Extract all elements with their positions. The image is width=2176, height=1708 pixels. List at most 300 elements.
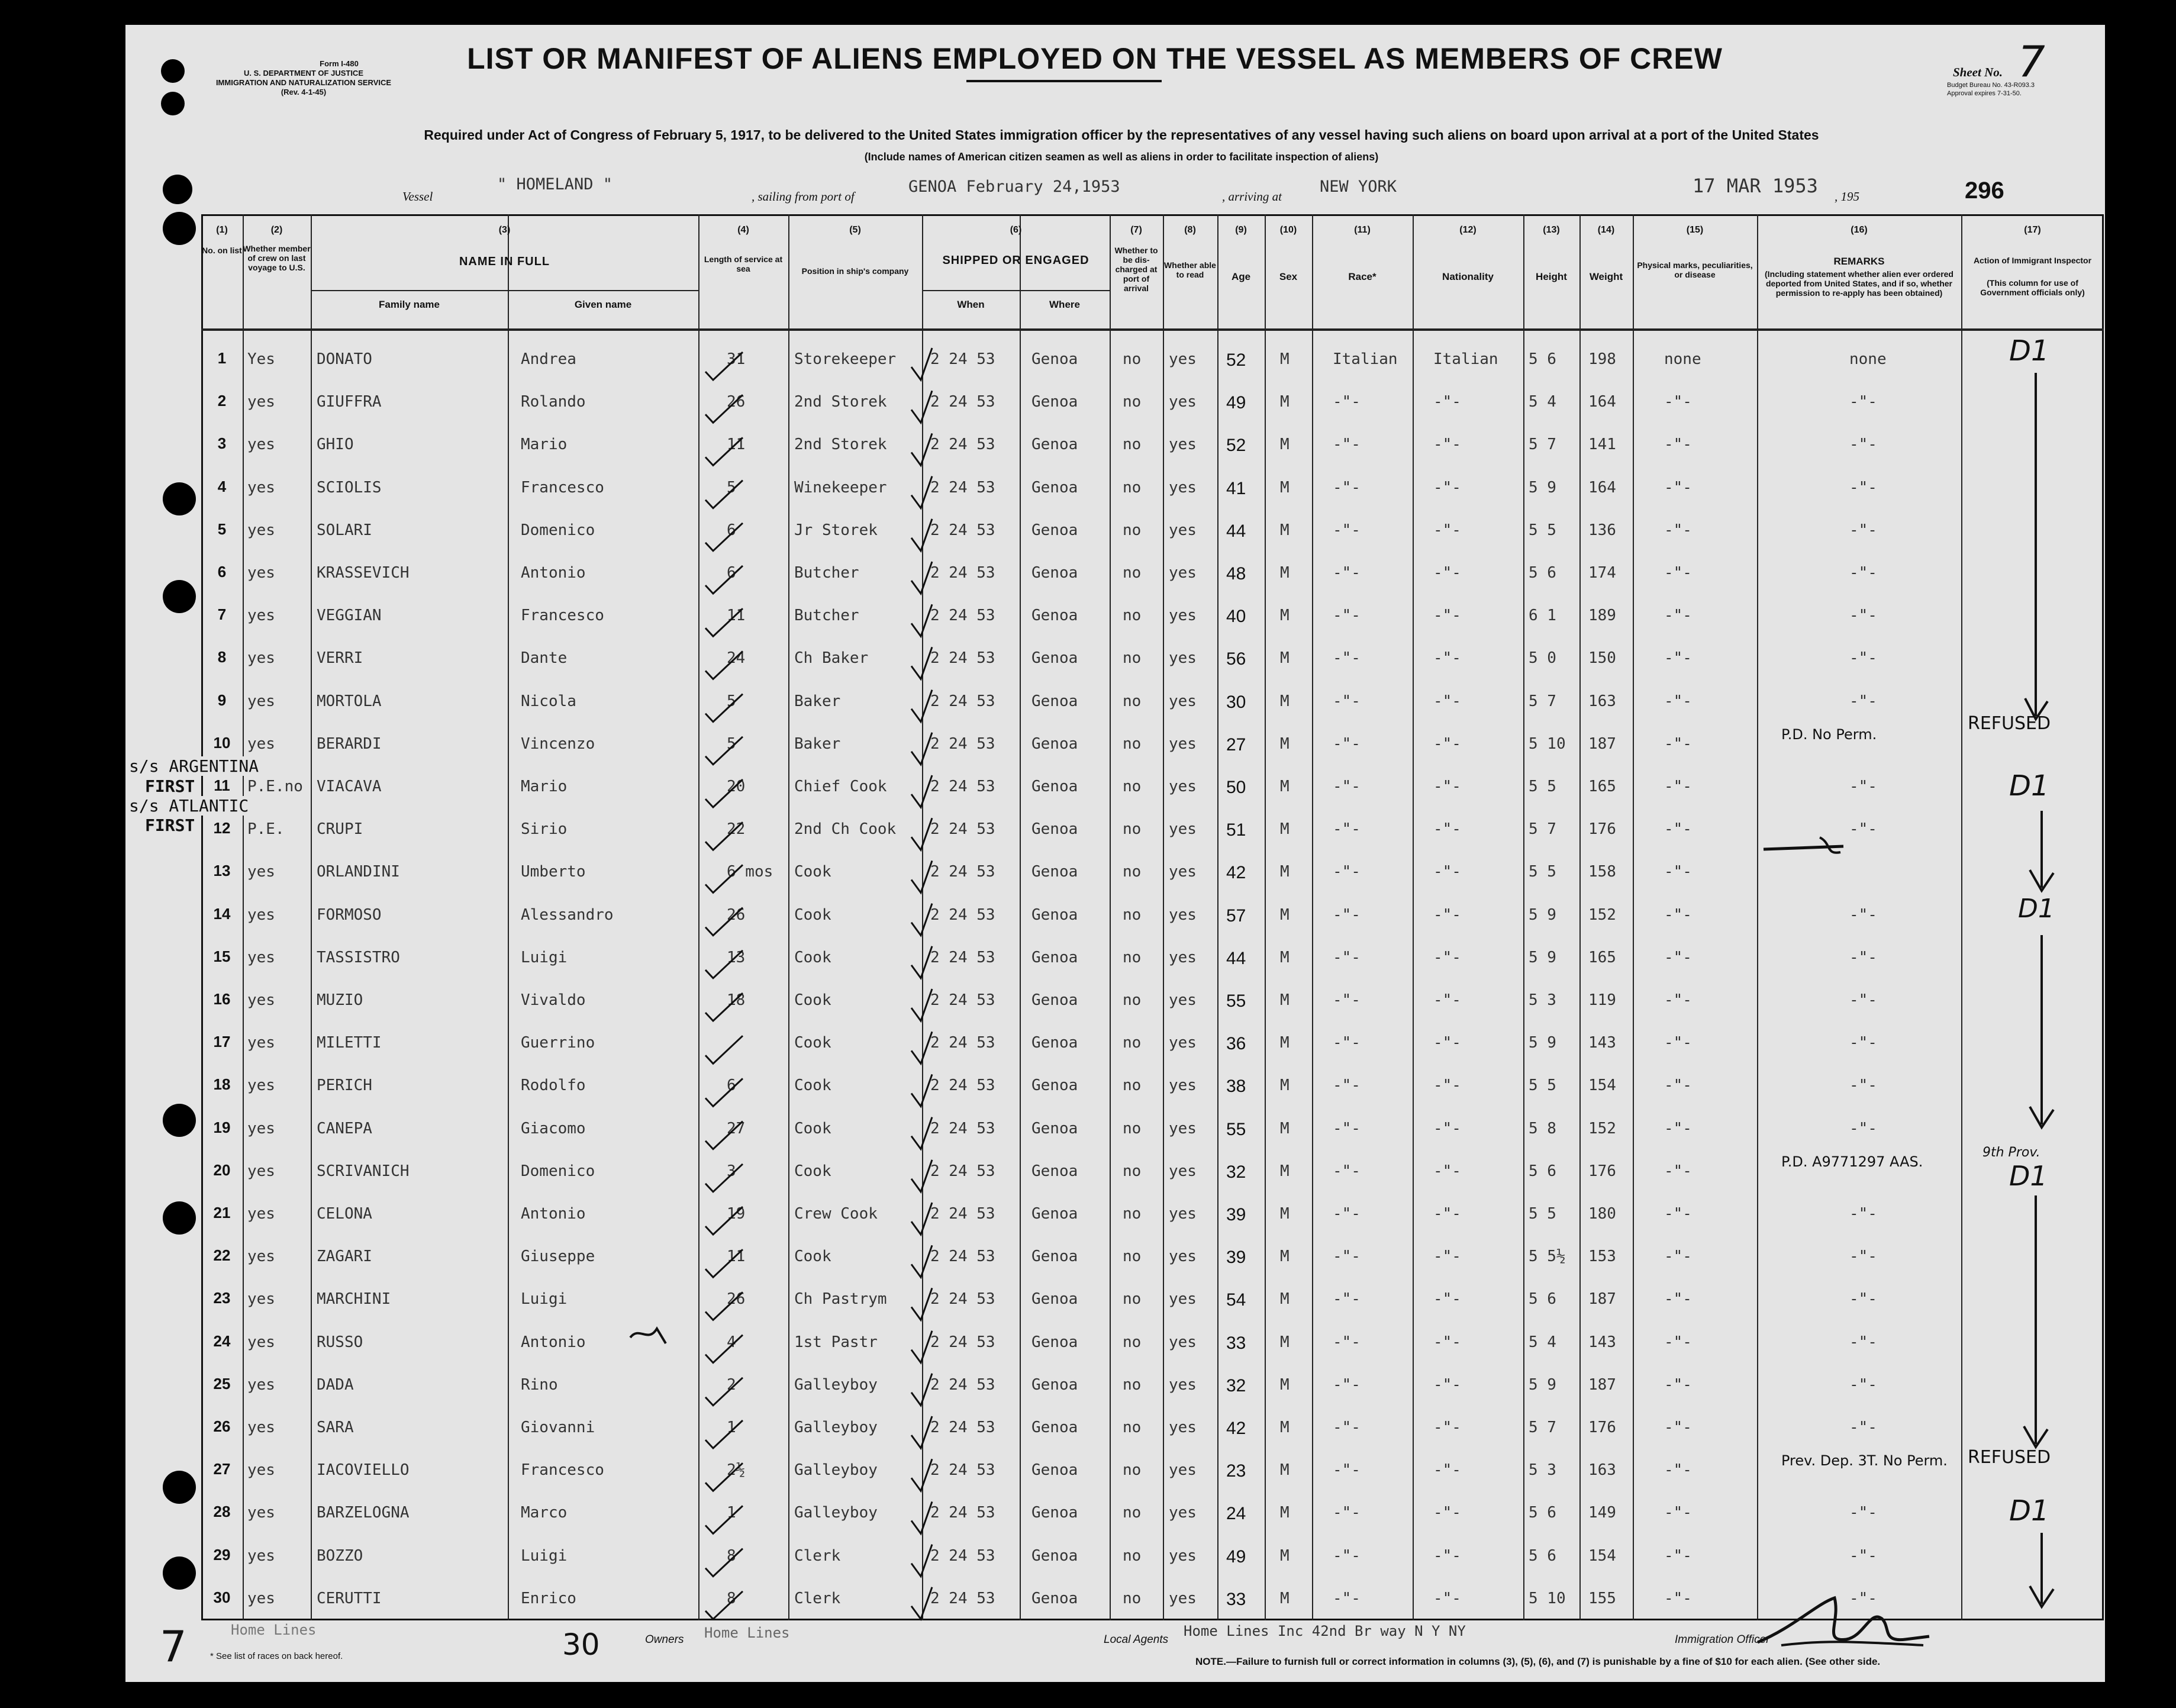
shipped-where-cell: Genoa bbox=[1031, 1162, 1078, 1180]
column-number: (5) bbox=[849, 225, 861, 235]
height-cell: 5 7 bbox=[1529, 436, 1556, 453]
punch-hole bbox=[163, 1104, 196, 1137]
shipped-when-cell: 2 24 53 bbox=[930, 1590, 995, 1607]
physical-marks-cell: -"- bbox=[1664, 393, 1692, 411]
weight-cell: 164 bbox=[1588, 393, 1616, 411]
shipped-when-cell: 2 24 53 bbox=[930, 1034, 995, 1052]
age-cell: 32 bbox=[1226, 1376, 1246, 1396]
position-cell: Galleyboy bbox=[794, 1376, 878, 1394]
family-name-cell: CERUTTI bbox=[317, 1590, 382, 1607]
able-to-read-cell: yes bbox=[1169, 1547, 1197, 1565]
header-age: Age bbox=[1231, 271, 1251, 282]
previous-voyage-cell: yes bbox=[247, 1547, 275, 1565]
race-cell: Italian bbox=[1333, 350, 1398, 368]
footer-home-lines: Home Lines bbox=[231, 1622, 317, 1638]
position-cell: Cook bbox=[794, 991, 831, 1009]
department-name: U. S. DEPARTMENT OF JUSTICE bbox=[244, 69, 363, 78]
margin-stamp: FIRST bbox=[145, 816, 195, 835]
family-name-cell: MUZIO bbox=[317, 991, 363, 1009]
weight-cell: 143 bbox=[1588, 1034, 1616, 1052]
row-number: 9 bbox=[217, 691, 227, 709]
nationality-cell: -"- bbox=[1433, 1376, 1461, 1394]
shipped-where-cell: Genoa bbox=[1031, 1333, 1078, 1351]
row-number: 6 bbox=[217, 563, 227, 581]
position-cell: Ch Baker bbox=[794, 649, 869, 667]
nationality-cell: -"- bbox=[1433, 564, 1461, 582]
discharged-cell: no bbox=[1123, 393, 1142, 411]
sex-cell: M bbox=[1280, 1547, 1290, 1565]
shipped-when-cell: 2 24 53 bbox=[930, 906, 995, 924]
shipped-when-cell: 2 24 53 bbox=[930, 949, 995, 966]
sex-cell: M bbox=[1280, 1205, 1290, 1223]
position-cell: Storekeeper bbox=[794, 350, 897, 368]
position-cell: Clerk bbox=[794, 1590, 841, 1607]
race-cell: -"- bbox=[1333, 692, 1361, 710]
discharged-cell: no bbox=[1123, 649, 1142, 667]
service-length-cell: 2½ bbox=[727, 1461, 746, 1479]
age-cell: 39 bbox=[1226, 1248, 1246, 1267]
age-cell: 42 bbox=[1226, 863, 1246, 882]
race-cell: -"- bbox=[1333, 949, 1361, 966]
service-length-cell: 6 bbox=[727, 1077, 736, 1094]
position-cell: Cook bbox=[794, 906, 831, 924]
given-name-cell: Giovanni bbox=[521, 1419, 595, 1436]
sex-cell: M bbox=[1280, 906, 1290, 924]
sheet-number: 7 bbox=[2018, 37, 2045, 86]
able-to-read-cell: yes bbox=[1169, 649, 1197, 667]
remarks-cell: none bbox=[1849, 350, 1887, 368]
given-name-cell: Giuseppe bbox=[521, 1248, 595, 1265]
arriving-label: , arriving at bbox=[1222, 189, 1282, 204]
position-cell: Jr Storek bbox=[794, 521, 878, 539]
able-to-read-cell: yes bbox=[1169, 778, 1197, 795]
previous-voyage-cell: yes bbox=[247, 479, 275, 497]
punch-hole bbox=[163, 482, 196, 515]
weight-cell: 165 bbox=[1588, 949, 1616, 966]
given-name-cell: Guerrino bbox=[521, 1034, 595, 1052]
nationality-cell: -"- bbox=[1433, 1077, 1461, 1094]
service-length-cell: 19 bbox=[727, 1205, 746, 1223]
approval-expiry: Approval expires 7-31-50. bbox=[1947, 90, 2022, 97]
family-name-cell: DONATO bbox=[317, 350, 372, 368]
column-number: (16) bbox=[1851, 225, 1868, 235]
column-number: (2) bbox=[270, 225, 283, 235]
able-to-read-cell: yes bbox=[1169, 436, 1197, 453]
row-number: 4 bbox=[217, 478, 227, 495]
sex-cell: M bbox=[1280, 949, 1290, 966]
shipped-where-cell: Genoa bbox=[1031, 393, 1078, 411]
shipped-when-cell: 2 24 53 bbox=[930, 1504, 995, 1522]
race-cell: -"- bbox=[1333, 564, 1361, 582]
manifest-note: (Include names of American citizen seamen as well as aliens in order to facilitate inspection of aliens) bbox=[864, 151, 1379, 163]
shipped-when-cell: 2 24 53 bbox=[930, 735, 995, 753]
given-name-cell: Francesco bbox=[521, 479, 604, 497]
race-cell: -"- bbox=[1333, 1290, 1361, 1308]
manifest-subtitle: Required under Act of Congress of February 5, 1917, to be delivered to the United States immigration officer by the representatives of any vessel having such aliens on board upon arrival at a port of the United States bbox=[424, 127, 1819, 143]
position-cell: Cook bbox=[794, 1120, 831, 1137]
row-number: 8 bbox=[217, 648, 227, 666]
column-number: (10) bbox=[1279, 225, 1297, 235]
family-name-cell: SCIOLIS bbox=[317, 479, 382, 497]
discharged-cell: no bbox=[1123, 1162, 1142, 1180]
column-divider bbox=[1579, 214, 1581, 1620]
service-length-cell: 4 bbox=[727, 1333, 736, 1351]
discharged-cell: no bbox=[1123, 991, 1142, 1009]
budget-info bbox=[1947, 81, 2077, 98]
row-number: 7 bbox=[217, 605, 227, 623]
previous-voyage-cell: yes bbox=[247, 1461, 275, 1479]
header-nationality: Nationality bbox=[1442, 271, 1494, 282]
age-cell: 30 bbox=[1226, 692, 1246, 712]
previous-voyage-cell: yes bbox=[247, 521, 275, 539]
service-length-cell: 1 bbox=[727, 1504, 736, 1522]
sex-cell: M bbox=[1280, 1120, 1290, 1137]
remarks-cell: -"- bbox=[1849, 1077, 1877, 1094]
race-cell: -"- bbox=[1333, 1419, 1361, 1436]
punch-hole bbox=[161, 92, 185, 115]
remarks-cell: -"- bbox=[1849, 1547, 1877, 1565]
row-number: 22 bbox=[213, 1246, 231, 1264]
able-to-read-cell: yes bbox=[1169, 393, 1197, 411]
family-name-cell: IACOVIELLO bbox=[317, 1461, 410, 1479]
given-name-cell: Vincenzo bbox=[521, 735, 595, 753]
able-to-read-cell: yes bbox=[1169, 1376, 1197, 1394]
race-cell: -"- bbox=[1333, 1248, 1361, 1265]
height-cell: 5 9 bbox=[1529, 1376, 1556, 1394]
sex-cell: M bbox=[1280, 521, 1290, 539]
able-to-read-cell: yes bbox=[1169, 1290, 1197, 1308]
given-name-cell: Sirio bbox=[521, 820, 568, 838]
shipped-when-cell: 2 24 53 bbox=[930, 1547, 995, 1565]
family-name-cell: RUSSO bbox=[317, 1333, 363, 1351]
title-underline bbox=[966, 80, 1162, 82]
race-footnote: * See list of races on back hereof. bbox=[210, 1651, 343, 1661]
discharged-cell: no bbox=[1123, 436, 1142, 453]
physical-marks-cell: -"- bbox=[1664, 479, 1692, 497]
arrival-date: 17 MAR 1953 bbox=[1693, 175, 1818, 197]
row-number: 24 bbox=[213, 1332, 231, 1350]
row-number: 19 bbox=[213, 1119, 231, 1136]
manifest-title: LIST OR MANIFEST OF ALIENS EMPLOYED ON THE VESSEL AS MEMBERS OF CREW bbox=[467, 42, 1723, 75]
height-cell: 5 3 bbox=[1529, 1461, 1556, 1479]
column-number: (4) bbox=[737, 225, 749, 235]
race-cell: -"- bbox=[1333, 479, 1361, 497]
service-length-cell: 5 bbox=[727, 735, 736, 753]
able-to-read-cell: yes bbox=[1169, 1333, 1197, 1351]
position-cell: Butcher bbox=[794, 564, 859, 582]
given-name-cell: Rodolfo bbox=[521, 1077, 586, 1094]
row-number: 10 bbox=[213, 734, 231, 752]
row-number: 14 bbox=[213, 905, 231, 923]
row-number: 16 bbox=[213, 990, 231, 1008]
position-cell: Cook bbox=[794, 1162, 831, 1180]
position-cell: 2nd Storek bbox=[794, 436, 887, 453]
column-number: (9) bbox=[1235, 225, 1247, 235]
family-name-cell: DADA bbox=[317, 1376, 354, 1394]
header-no-on-list: No. on list bbox=[202, 246, 242, 255]
nationality-cell: -"- bbox=[1433, 1504, 1461, 1522]
shipped-when-cell: 2 24 53 bbox=[930, 393, 995, 411]
sailing-label: , sailing from port of bbox=[752, 189, 855, 204]
shipped-when-cell: 2 24 53 bbox=[930, 479, 995, 497]
service-length-cell: 26 bbox=[727, 1290, 746, 1308]
age-cell: 32 bbox=[1226, 1162, 1246, 1182]
inspector-action-refused: REFUSED bbox=[1968, 713, 2051, 734]
able-to-read-cell: yes bbox=[1169, 521, 1197, 539]
weight-cell: 158 bbox=[1588, 863, 1616, 881]
previous-voyage-cell: yes bbox=[247, 1590, 275, 1607]
nationality-cell: -"- bbox=[1433, 692, 1461, 710]
remarks-cell: -"- bbox=[1849, 1504, 1877, 1522]
shipped-where-cell: Genoa bbox=[1031, 949, 1078, 966]
header-position: Position in ship's company bbox=[801, 266, 909, 276]
height-cell: 5 10 bbox=[1529, 1590, 1566, 1607]
age-cell: 38 bbox=[1226, 1077, 1246, 1096]
discharged-cell: no bbox=[1123, 1590, 1142, 1607]
shipped-when-cell: 2 24 53 bbox=[930, 1205, 995, 1223]
sex-cell: M bbox=[1280, 479, 1290, 497]
previous-voyage-cell: yes bbox=[247, 949, 275, 966]
inspector-action-d1: D1 bbox=[2009, 1494, 2049, 1527]
given-name-cell: Antonio bbox=[521, 564, 586, 582]
age-cell: 33 bbox=[1226, 1590, 1246, 1609]
weight-cell: 174 bbox=[1588, 564, 1616, 582]
discharged-cell: no bbox=[1123, 1504, 1142, 1522]
punch-hole bbox=[163, 1201, 196, 1235]
age-cell: 41 bbox=[1226, 479, 1246, 498]
weight-cell: 187 bbox=[1588, 1290, 1616, 1308]
row-number: 21 bbox=[213, 1204, 231, 1222]
service-length-cell: 6 mos bbox=[727, 863, 773, 881]
row-number: 5 bbox=[217, 520, 227, 538]
header-previous-voyage: Whether member of crew on last voyage to U.S. bbox=[243, 244, 311, 272]
header-weight: Weight bbox=[1589, 271, 1623, 282]
service-length-cell: 11 bbox=[727, 1248, 746, 1265]
header-name-in-full: NAME IN FULL bbox=[459, 255, 550, 268]
age-cell: 48 bbox=[1226, 564, 1246, 584]
inspector-action-d1: D1 bbox=[2009, 334, 2049, 368]
weight-cell: 163 bbox=[1588, 692, 1616, 710]
sex-cell: M bbox=[1280, 863, 1290, 881]
discharged-cell: no bbox=[1123, 1290, 1142, 1308]
nationality-cell: -"- bbox=[1433, 1461, 1461, 1479]
height-cell: 5 6 bbox=[1529, 350, 1556, 368]
previous-voyage-cell: yes bbox=[247, 1120, 275, 1137]
previous-voyage-cell: yes bbox=[247, 607, 275, 624]
manifest-table bbox=[201, 214, 2104, 1620]
given-name-cell: Rolando bbox=[521, 393, 586, 411]
remarks-cell: -"- bbox=[1849, 692, 1877, 710]
physical-marks-cell: -"- bbox=[1664, 1504, 1692, 1522]
physical-marks-cell: -"- bbox=[1664, 991, 1692, 1009]
given-name-cell: Umberto bbox=[521, 863, 586, 881]
crew-count: 30 bbox=[562, 1628, 600, 1662]
age-cell: 39 bbox=[1226, 1205, 1246, 1224]
sex-cell: M bbox=[1280, 436, 1290, 453]
physical-marks-cell: -"- bbox=[1664, 906, 1692, 924]
race-cell: -"- bbox=[1333, 778, 1361, 795]
able-to-read-cell: yes bbox=[1169, 479, 1197, 497]
inspector-action-prov: 9th Prov. bbox=[1982, 1145, 2040, 1160]
shipped-where-cell: Genoa bbox=[1031, 1120, 1078, 1137]
discharged-cell: no bbox=[1123, 1034, 1142, 1052]
nationality-cell: -"- bbox=[1433, 521, 1461, 539]
family-name-cell: VERRI bbox=[317, 649, 363, 667]
sex-cell: M bbox=[1280, 1034, 1290, 1052]
able-to-read-cell: yes bbox=[1169, 863, 1197, 881]
shipped-when-cell: 2 24 53 bbox=[930, 692, 995, 710]
remarks-cell: -"- bbox=[1849, 479, 1877, 497]
punch-hole bbox=[161, 59, 185, 83]
sex-cell: M bbox=[1280, 991, 1290, 1009]
weight-cell: 165 bbox=[1588, 778, 1616, 795]
discharged-cell: no bbox=[1123, 1120, 1142, 1137]
height-cell: 5 4 bbox=[1529, 1333, 1556, 1351]
previous-voyage-cell: yes bbox=[247, 649, 275, 667]
service-length-cell: 20 bbox=[727, 778, 746, 795]
race-cell: -"- bbox=[1333, 436, 1361, 453]
weight-cell: 136 bbox=[1588, 521, 1616, 539]
row-number: 17 bbox=[213, 1033, 231, 1050]
previous-voyage-cell: P.E.no bbox=[247, 778, 303, 795]
column-divider bbox=[1757, 214, 1758, 1620]
footer-page-mark: 7 bbox=[160, 1622, 187, 1671]
weight-cell: 154 bbox=[1588, 1547, 1616, 1565]
weight-cell: 149 bbox=[1588, 1504, 1616, 1522]
punch-hole bbox=[163, 212, 196, 245]
row-number: 15 bbox=[213, 948, 231, 965]
given-name-cell: Antonio bbox=[521, 1333, 586, 1351]
given-name-cell: Domenico bbox=[521, 521, 595, 539]
race-cell: -"- bbox=[1333, 1120, 1361, 1137]
height-cell: 5 5 bbox=[1529, 521, 1556, 539]
position-cell: Clerk bbox=[794, 1547, 841, 1565]
race-cell: -"- bbox=[1333, 991, 1361, 1009]
remarks-cell: -"- bbox=[1849, 1120, 1877, 1137]
given-name-cell: Antonio bbox=[521, 1205, 586, 1223]
sex-cell: M bbox=[1280, 1419, 1290, 1436]
initials-mark bbox=[627, 1320, 669, 1352]
header-where: Where bbox=[1049, 299, 1080, 310]
given-name-cell: Francesco bbox=[521, 1461, 604, 1479]
able-to-read-cell: yes bbox=[1169, 1504, 1197, 1522]
able-to-read-cell: yes bbox=[1169, 1590, 1197, 1607]
height-cell: 5 5 bbox=[1529, 1077, 1556, 1094]
previous-voyage-cell: yes bbox=[247, 692, 275, 710]
form-revision: (Rev. 4-1-45) bbox=[281, 88, 327, 96]
weight-cell: 176 bbox=[1588, 1162, 1616, 1180]
race-cell: -"- bbox=[1333, 1461, 1361, 1479]
able-to-read-cell: yes bbox=[1169, 607, 1197, 624]
family-name-cell: PERICH bbox=[317, 1077, 372, 1094]
service-length-cell: 8 bbox=[727, 1547, 736, 1565]
shipped-when-cell: 2 24 53 bbox=[930, 350, 995, 368]
given-name-cell: Andrea bbox=[521, 350, 576, 368]
family-name-cell: ZAGARI bbox=[317, 1248, 372, 1265]
height-cell: 5 6 bbox=[1529, 1504, 1556, 1522]
physical-marks-cell: -"- bbox=[1664, 1333, 1692, 1351]
remarks-cell: -"- bbox=[1849, 820, 1877, 838]
race-cell: -"- bbox=[1333, 393, 1361, 411]
punch-hole bbox=[163, 175, 192, 204]
position-cell: Butcher bbox=[794, 607, 859, 624]
penalty-note: NOTE.—Failure to furnish full or correct information in columns (3), (5), (6), and (7) is punishable by a fine of $10 for each alien. (See other side. bbox=[1195, 1656, 1881, 1667]
header-divider bbox=[201, 328, 2104, 331]
able-to-read-cell: yes bbox=[1169, 906, 1197, 924]
shipped-when-cell: 2 24 53 bbox=[930, 436, 995, 453]
race-cell: -"- bbox=[1333, 863, 1361, 881]
shipped-when-cell: 2 24 53 bbox=[930, 521, 995, 539]
height-cell: 5 5 bbox=[1529, 1205, 1556, 1223]
family-name-cell: BARZELOGNA bbox=[317, 1504, 410, 1522]
punch-hole bbox=[163, 1556, 196, 1590]
remarks-cell: -"- bbox=[1849, 949, 1877, 966]
weight-cell: 176 bbox=[1588, 1419, 1616, 1436]
shipped-where-cell: Genoa bbox=[1031, 1547, 1078, 1565]
previous-voyage-cell: yes bbox=[247, 564, 275, 582]
height-cell: 5 9 bbox=[1529, 949, 1556, 966]
able-to-read-cell: yes bbox=[1169, 1205, 1197, 1223]
age-cell: 36 bbox=[1226, 1034, 1246, 1053]
age-cell: 57 bbox=[1226, 906, 1246, 926]
physical-marks-cell: -"- bbox=[1664, 1077, 1692, 1094]
shipped-when-cell: 2 24 53 bbox=[930, 1162, 995, 1180]
position-cell: Cook bbox=[794, 1248, 831, 1265]
service-length-cell: 24 bbox=[727, 649, 746, 667]
remarks-cell: -"- bbox=[1849, 393, 1877, 411]
shipped-where-cell: Genoa bbox=[1031, 991, 1078, 1009]
remarks-cell: P.D. A9771297 AAS. bbox=[1781, 1153, 1923, 1170]
age-cell: 55 bbox=[1226, 991, 1246, 1011]
sex-cell: M bbox=[1280, 1077, 1290, 1094]
agents-label: Local Agents bbox=[1104, 1633, 1169, 1646]
physical-marks-cell: -"- bbox=[1664, 607, 1692, 624]
discharged-cell: no bbox=[1123, 1419, 1142, 1436]
position-cell: Baker bbox=[794, 735, 841, 753]
previous-voyage-cell: yes bbox=[247, 393, 275, 411]
punch-hole bbox=[163, 1471, 196, 1504]
position-cell: Galleyboy bbox=[794, 1461, 878, 1479]
nationality-cell: -"- bbox=[1433, 1333, 1461, 1351]
owners-label: Owners bbox=[645, 1633, 684, 1646]
sheet-label: Sheet No. bbox=[1953, 65, 2003, 79]
discharged-cell: no bbox=[1123, 607, 1142, 624]
service-length-cell: 26 bbox=[727, 393, 746, 411]
age-cell: 55 bbox=[1226, 1120, 1246, 1139]
able-to-read-cell: yes bbox=[1169, 949, 1197, 966]
height-cell: 5 8 bbox=[1529, 1120, 1556, 1137]
family-name-cell: MILETTI bbox=[317, 1034, 382, 1052]
shipped-where-cell: Genoa bbox=[1031, 778, 1078, 795]
service-length-cell: 6 bbox=[727, 521, 736, 539]
service-length-cell: 11 bbox=[727, 436, 746, 453]
row-number: 18 bbox=[213, 1075, 231, 1093]
sex-cell: M bbox=[1280, 649, 1290, 667]
row-number: 23 bbox=[213, 1289, 231, 1307]
previous-voyage-cell: yes bbox=[247, 1077, 275, 1094]
age-cell: 24 bbox=[1226, 1504, 1246, 1523]
given-name-cell: Luigi bbox=[521, 1290, 568, 1308]
physical-marks-cell: -"- bbox=[1664, 1248, 1692, 1265]
height-cell: 5 4 bbox=[1529, 393, 1556, 411]
form-identifier bbox=[194, 59, 413, 97]
able-to-read-cell: yes bbox=[1169, 564, 1197, 582]
family-name-cell: CRUPI bbox=[317, 820, 363, 838]
given-name-cell: Enrico bbox=[521, 1590, 576, 1607]
position-cell: Chief Cook bbox=[794, 778, 887, 795]
column-divider bbox=[1312, 214, 1313, 1620]
shipped-when-cell: 2 24 53 bbox=[930, 564, 995, 582]
